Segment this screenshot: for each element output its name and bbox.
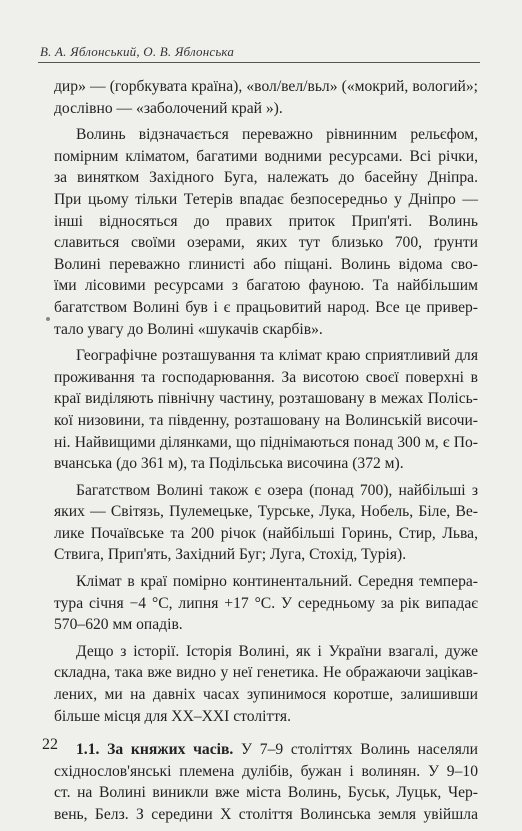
text-line: 570–620 мм опадів.: [54, 616, 183, 634]
text-line: славиться своїми озерами, яких тут близько 700, ґрунти: [54, 234, 478, 252]
page-number: 22: [42, 736, 58, 753]
text-line: дослівно — «заболочений край »).: [54, 99, 283, 117]
text-line: яких — Світязь, Пулемецьке, Турське, Лука, Нобель, Біле, Ве-: [54, 503, 478, 521]
text-line: їми лісовими ресурсами з багатою фауною. Та найбільшим: [54, 277, 478, 295]
text-line: Дещо з історії. Історія Волині, як і України взагалі, дуже: [76, 642, 478, 660]
text-fragment: У 7–9 століттях Волинь населяли: [233, 741, 478, 759]
paragraph-6: [54, 641, 478, 727]
text-line: помірним кліматом, багатими водними ресурсами. Всі річки,: [54, 147, 478, 165]
paragraph-1: [54, 76, 478, 119]
text-line: кої низовини, та південну, розташовану на Волинській височи-: [54, 411, 478, 429]
section-paragraph: [54, 739, 478, 825]
section-first-line: [54, 739, 478, 761]
text-line: Волинь відзначається переважно рівнинним рельєфом,: [76, 126, 478, 144]
paragraph-2: [54, 124, 478, 340]
text-line: Клімат в краї помірно континентальний. Середня темпера-: [76, 573, 478, 591]
text-line: краї виділяють північну частину, розташовану в межах Полісь-: [54, 390, 478, 408]
header-rule: [38, 62, 480, 63]
text-line: Ствига, Прип'ять, Західний Буг; Луга, Стохід, Турія).: [54, 546, 407, 564]
text-line: багатством Волині був і є працьовитий народ. Все це привер-: [54, 298, 478, 316]
text-line: східнослов'янські племена дулібів, бужан і волинян. У 9–10: [54, 762, 478, 780]
text-line: ні. Найвищими ділянками, що піднімаються понад 300 м, є По-: [54, 433, 478, 451]
text-line: вень, Белз. З середини X століття Волинська земля увійшла: [54, 806, 478, 823]
text-line: лике Почаївське та 200 річок (найбільші Горинь, Стир, Льва,: [54, 524, 478, 542]
text-line: тало увагу до Волині «шукачів скарбів».: [54, 320, 323, 338]
text-line: ст. на Волині виникли вже міста Волинь, Буськ, Луцьк, Чер-: [54, 784, 478, 802]
text-line: тура січня −4 °С, липня +17 °С. У середньому за рік випадає: [54, 594, 478, 612]
text-line: за винятком Західного Буга, належать до басейну Дніпра.: [54, 169, 478, 187]
section-heading: 1.1. За княжих часів.: [76, 741, 234, 759]
paragraph-3: [54, 345, 478, 475]
paragraph-4: [54, 480, 478, 566]
text-line: складна, така вже видно у неї генетика. Не ображаючи зацікав-: [54, 664, 478, 682]
text-line: інші відносяться до правих приток Прип'яті. Волинь: [54, 212, 478, 230]
running-head: В. А. Яблонський, О. В. Яблонська: [40, 44, 235, 59]
text-line: Волині переважно глинисті або піщані. Волинь відома сво-: [54, 255, 478, 273]
text-line: дир» — (горбкувата країна), «вол/вел/вьл» («мокрий, вологий»;: [54, 78, 478, 95]
text-line: Географічне розташування та клімат краю сприятливий для: [76, 347, 478, 365]
text-line: більше місця для XX–XXI століття.: [54, 707, 291, 725]
scan-speck: [46, 317, 50, 321]
text-line: При цьому тільки Тетерів впадає безпосередньо у Дніпро —: [54, 190, 478, 208]
text-line: лених, ми на давніх часах зупинимося коротше, залишивши: [54, 686, 478, 704]
paragraph-5: [54, 571, 478, 636]
text-line: Багатством Волині також є озера (понад 700), найбільші з: [76, 481, 478, 499]
text-body: [54, 76, 478, 831]
text-line: вчанська (до 361 м), та Подільська височина (372 м).: [54, 455, 404, 473]
text-line: проживання та господарювання. За висотою своєї поверхні в: [54, 368, 478, 386]
